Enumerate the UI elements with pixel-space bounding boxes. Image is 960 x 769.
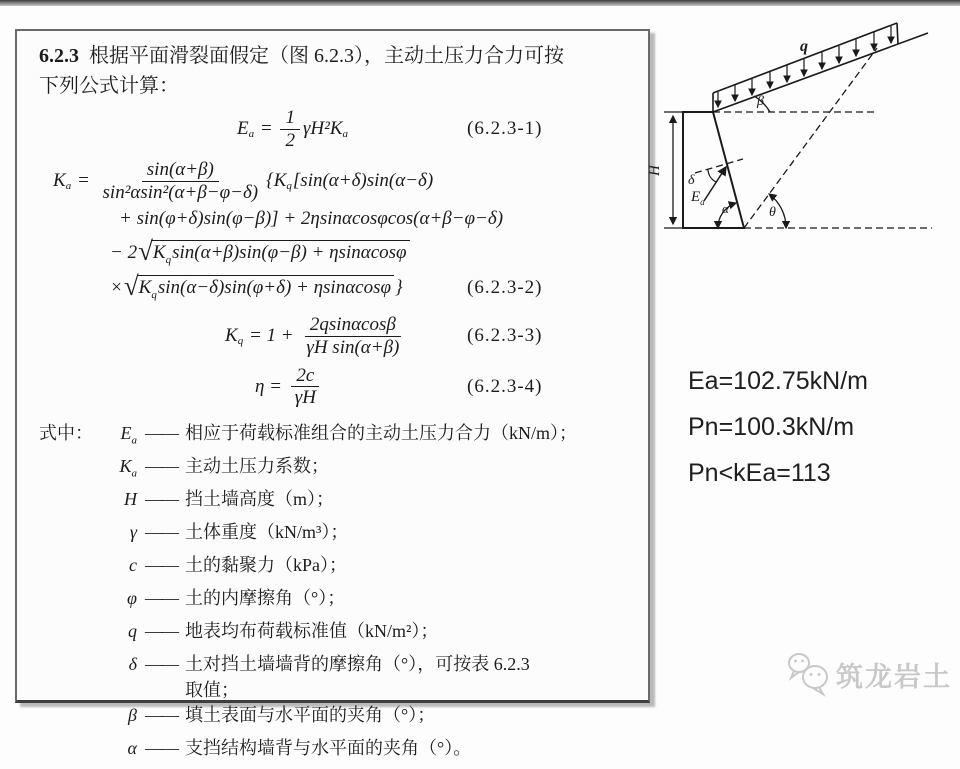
definition-dash: ——	[145, 455, 177, 476]
definition-row	[39, 586, 628, 619]
definition-dash: ——	[145, 588, 177, 608]
symbol: α	[127, 738, 137, 759]
definition-prefix	[39, 520, 103, 553]
wall-outline	[683, 112, 744, 228]
formula-body: E a = $\frac{1}{2}$ γH²K a	[237, 107, 349, 151]
label-Ea-main: E	[691, 189, 701, 205]
definition-text: 土体重度（kN/m³）；	[185, 521, 349, 542]
formula-6-2-3-2-line4	[39, 270, 628, 303]
watermark	[786, 650, 952, 698]
definition-text: 填土表面与水平面的夹角（°）；	[185, 705, 436, 726]
definition-dash: ——	[145, 554, 177, 575]
ea-force-arrow	[704, 167, 726, 201]
definition-dash: ——	[145, 521, 177, 542]
label-theta: θ	[769, 205, 776, 220]
equation-number: (6.2.3-3)	[467, 325, 543, 346]
definition-prefix	[39, 586, 103, 619]
symbol: $K_a$	[119, 455, 137, 480]
definition-text: 相应于荷载标准组合的主动土压力合力（kN/m）；	[185, 422, 577, 443]
formula-6-2-3-2-line2	[39, 207, 628, 231]
formula-body: − 2 √ $K_q\sin(\alpha+\beta)\sin(\varphi-\beta) + \eta\sin\alpha\cos\varphi$	[110, 240, 411, 267]
definition-prefix: 式中：	[39, 422, 93, 443]
intro-text-1: 根据平面滑裂面假定（图 6.2.3），主动土压力合力可按	[89, 45, 564, 67]
formula-body: K q = 1 + $\frac{2qsin\alpha\cos\beta}{\text{γH sin(α+β)}}$	[225, 314, 400, 358]
symbol: c	[129, 554, 137, 575]
definition-prefix	[39, 652, 103, 703]
label-delta: δ	[688, 173, 695, 188]
definition-prefix	[39, 619, 103, 652]
definition-prefix	[39, 553, 103, 586]
definition-text: 土的内摩擦角（°）；	[185, 588, 346, 608]
formula-6-2-3-1	[39, 107, 628, 151]
definition-prefix	[39, 487, 103, 520]
label-q: q	[800, 38, 808, 55]
slope-and-load	[713, 23, 928, 112]
clause-intro-line1	[39, 41, 628, 71]
definition-text: 支挡结构墙背与水平面的夹角（°）。	[185, 738, 472, 759]
equation-number: (6.2.3-1)	[467, 118, 543, 139]
definition-dash: ——	[145, 488, 177, 509]
definition-dash: ——	[145, 422, 177, 443]
equation-number: (6.2.3-4)	[467, 375, 543, 397]
definition-row	[39, 421, 628, 454]
definition-text: 主动土压力系数；	[185, 455, 329, 476]
formula-6-2-3-4	[39, 365, 628, 409]
definition-row	[39, 520, 628, 553]
formula-body: η = $\frac{2c}{\gamma H}$	[255, 365, 324, 409]
clause-number: 6.2.3	[39, 45, 79, 67]
calculation-results	[688, 358, 868, 496]
definition-dash: ——	[145, 705, 177, 726]
formula-body: × √ $K_q\sin(\alpha-\delta)\sin(\varphi+\delta) + \eta\sin\alpha\cos\varphi$ }	[110, 270, 403, 301]
result-pn: Pn=100.3kN/m	[688, 413, 855, 441]
watermark-text: 筑龙岩土	[836, 661, 952, 692]
formula-body: K a = $\frac{\sin(\alpha+\beta)}{\text{sin²αsin²(α+β−φ−δ)}}$ {K q [sin(α+δ)sin(α−δ)	[53, 159, 434, 203]
definition-row	[39, 487, 628, 520]
symbol: q	[128, 621, 137, 642]
definition-dash: ——	[145, 621, 177, 642]
definition-text: 地表均布荷载标准值（kN/m²）；	[185, 621, 439, 642]
definition-row	[39, 736, 628, 769]
wechat-icon	[786, 650, 832, 698]
code-text-panel	[15, 29, 650, 759]
equation-number: (6.2.3-2)	[467, 277, 543, 298]
label-alpha: α	[722, 201, 729, 216]
clause-intro-line2: 下列公式计算：	[39, 75, 179, 97]
formula-body: + sin(φ+δ)sin(φ−β)] + 2ηsinαcosφcos(α+β−φ−δ)	[119, 208, 504, 229]
symbol: γ	[129, 521, 137, 542]
definition-row	[39, 619, 628, 652]
formula-6-2-3-2-line1	[39, 157, 628, 205]
symbol: φ	[127, 588, 137, 608]
definition-dash: ——	[145, 738, 177, 759]
symbol-definition-list	[39, 421, 628, 769]
symbol: β	[128, 705, 137, 726]
label-beta: β	[757, 94, 764, 109]
label-Ea	[690, 189, 705, 207]
definition-prefix	[39, 736, 103, 769]
symbol: H	[124, 488, 137, 509]
definition-text: 挡土墙高度（m）；	[185, 488, 335, 509]
definition-text: 土对挡土墙墙背的摩擦角（°），可按表 6.2.3 取值；	[185, 654, 530, 700]
result-ea: Ea=102.75kN/m	[688, 367, 868, 395]
definition-row	[39, 652, 628, 703]
definition-prefix	[39, 454, 103, 487]
definition-row	[39, 454, 628, 487]
definition-row	[39, 553, 628, 586]
label-H: H	[647, 165, 663, 176]
definition-text: 土的黏聚力（kPa）；	[185, 554, 347, 575]
definition-dash: ——	[145, 654, 177, 675]
formula-6-2-3-2-line3	[39, 235, 628, 268]
retaining-wall-figure	[630, 10, 960, 260]
height-dimension	[664, 112, 682, 228]
label-Ea-sub: a	[700, 197, 705, 207]
symbol: $E_a$	[120, 422, 137, 447]
result-check: Pn<kEa=113	[688, 459, 831, 487]
symbol: δ	[128, 654, 137, 675]
top-border-bar	[0, 0, 960, 6]
formula-6-2-3-3	[39, 313, 628, 359]
